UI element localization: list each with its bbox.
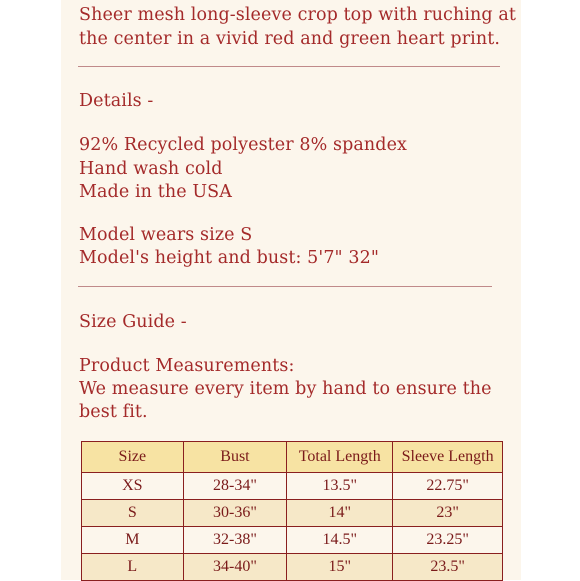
cell-bust: 28-34" xyxy=(183,473,287,500)
size-guide-heading: Size Guide - xyxy=(79,312,187,332)
cell-size: M xyxy=(82,527,184,554)
details-heading: Details - xyxy=(79,91,154,111)
table-row xyxy=(82,554,503,581)
cell-total-length: 14.5" xyxy=(287,527,393,554)
header-bust: Bust xyxy=(183,442,287,473)
table-row xyxy=(82,473,503,500)
divider xyxy=(78,66,500,67)
cell-total-length: 15" xyxy=(287,554,393,581)
details-care: Hand wash cold xyxy=(79,159,223,179)
cell-bust: 34-40" xyxy=(183,554,287,581)
table-row xyxy=(82,527,503,554)
details-model-measurements: Model's height and bust: 5'7" 32" xyxy=(79,248,379,268)
size-table-header-row xyxy=(82,442,503,473)
product-info-card xyxy=(61,0,521,580)
cell-sleeve-length: 23" xyxy=(393,500,503,527)
divider xyxy=(78,286,492,287)
header-size: Size xyxy=(82,442,184,473)
cell-bust: 30-36" xyxy=(183,500,287,527)
description-line-1: Sheer mesh long-sleeve crop top with ruching at xyxy=(79,5,517,25)
cell-size: XS xyxy=(82,473,184,500)
details-origin: Made in the USA xyxy=(79,182,233,202)
measurements-text-line-2: best fit. xyxy=(79,402,148,422)
description-line-2: the center in a vivid red and green heart print. xyxy=(79,29,501,49)
cell-sleeve-length: 23.5" xyxy=(393,554,503,581)
header-total-length: Total Length xyxy=(287,442,393,473)
cell-size: S xyxy=(82,500,184,527)
size-table xyxy=(81,441,503,581)
measurements-title: Product Measurements: xyxy=(79,356,295,376)
measurements-text-line-1: We measure every item by hand to ensure the xyxy=(79,379,492,399)
header-sleeve-length: Sleeve Length xyxy=(393,442,503,473)
cell-bust: 32-38" xyxy=(183,527,287,554)
cell-size: L xyxy=(82,554,184,581)
cell-total-length: 13.5" xyxy=(287,473,393,500)
table-row xyxy=(82,500,503,527)
cell-sleeve-length: 22.75" xyxy=(393,473,503,500)
details-model-size: Model wears size S xyxy=(79,225,253,245)
cell-total-length: 14" xyxy=(287,500,393,527)
details-fabric: 92% Recycled polyester 8% spandex xyxy=(79,135,408,155)
cell-sleeve-length: 23.25" xyxy=(393,527,503,554)
